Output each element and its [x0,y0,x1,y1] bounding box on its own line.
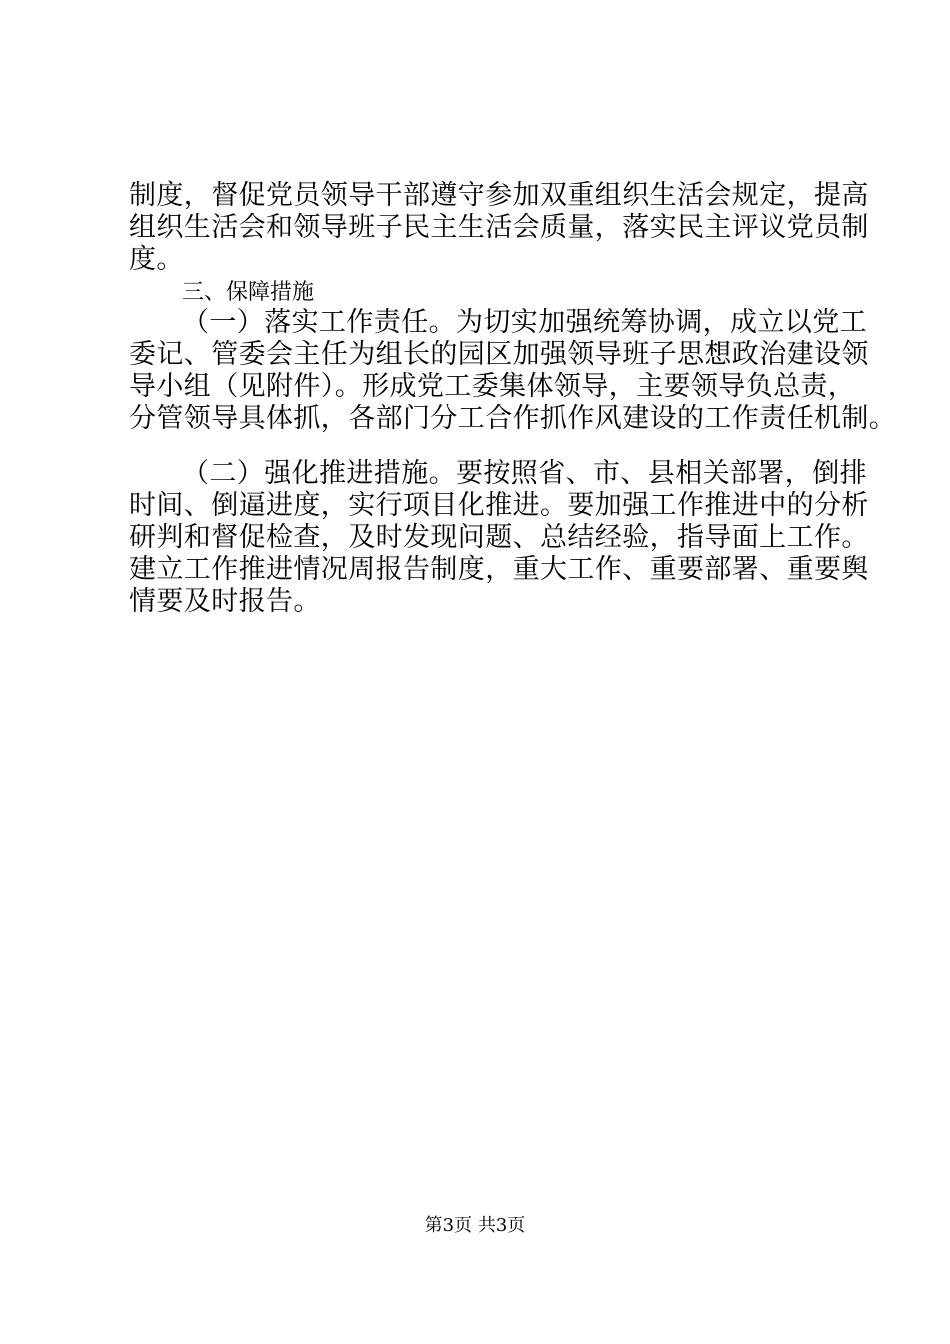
body-text-line: 时间、倒逼进度，实行项目化推进。要加强工作推进中的分析 [129,490,869,521]
body-text-line: 度。 [129,244,184,275]
body-text-line: 委记、管委会主任为组长的园区加强领导班子思想政治建设领 [129,339,869,370]
body-text-line: 建立工作推进情况周报告制度，重大工作、重要部署、重要舆 [129,554,869,585]
body-text-line: 导小组（见附件）。形成党工委集体领导，主要领导负总责， [129,371,856,402]
body-text-line: （二）强化推进措施。要按照省、市、县相关部署，倒排 [182,458,867,489]
body-text-line: 分管领导具体抓，各部门分工合作抓作风建设的工作责任机制。 [129,403,897,434]
section-heading: 三、保障措施 [182,280,315,305]
body-text-line: 制度，督促党员领导干部遵守参加双重组织生活会规定，提高 [129,180,869,211]
body-text-line: （一）落实工作责任。为切实加强统筹协调，成立以党工 [182,307,867,338]
body-text-line: 情要及时报告。 [129,586,321,617]
body-text-line: 研判和督促检查，及时发现问题、总结经验，指导面上工作。 [129,522,869,553]
body-text-line: 组织生活会和领导班子民主生活会质量，落实民主评议党员制 [129,212,869,243]
page-footer: 第3页 共3页 [424,1215,526,1236]
